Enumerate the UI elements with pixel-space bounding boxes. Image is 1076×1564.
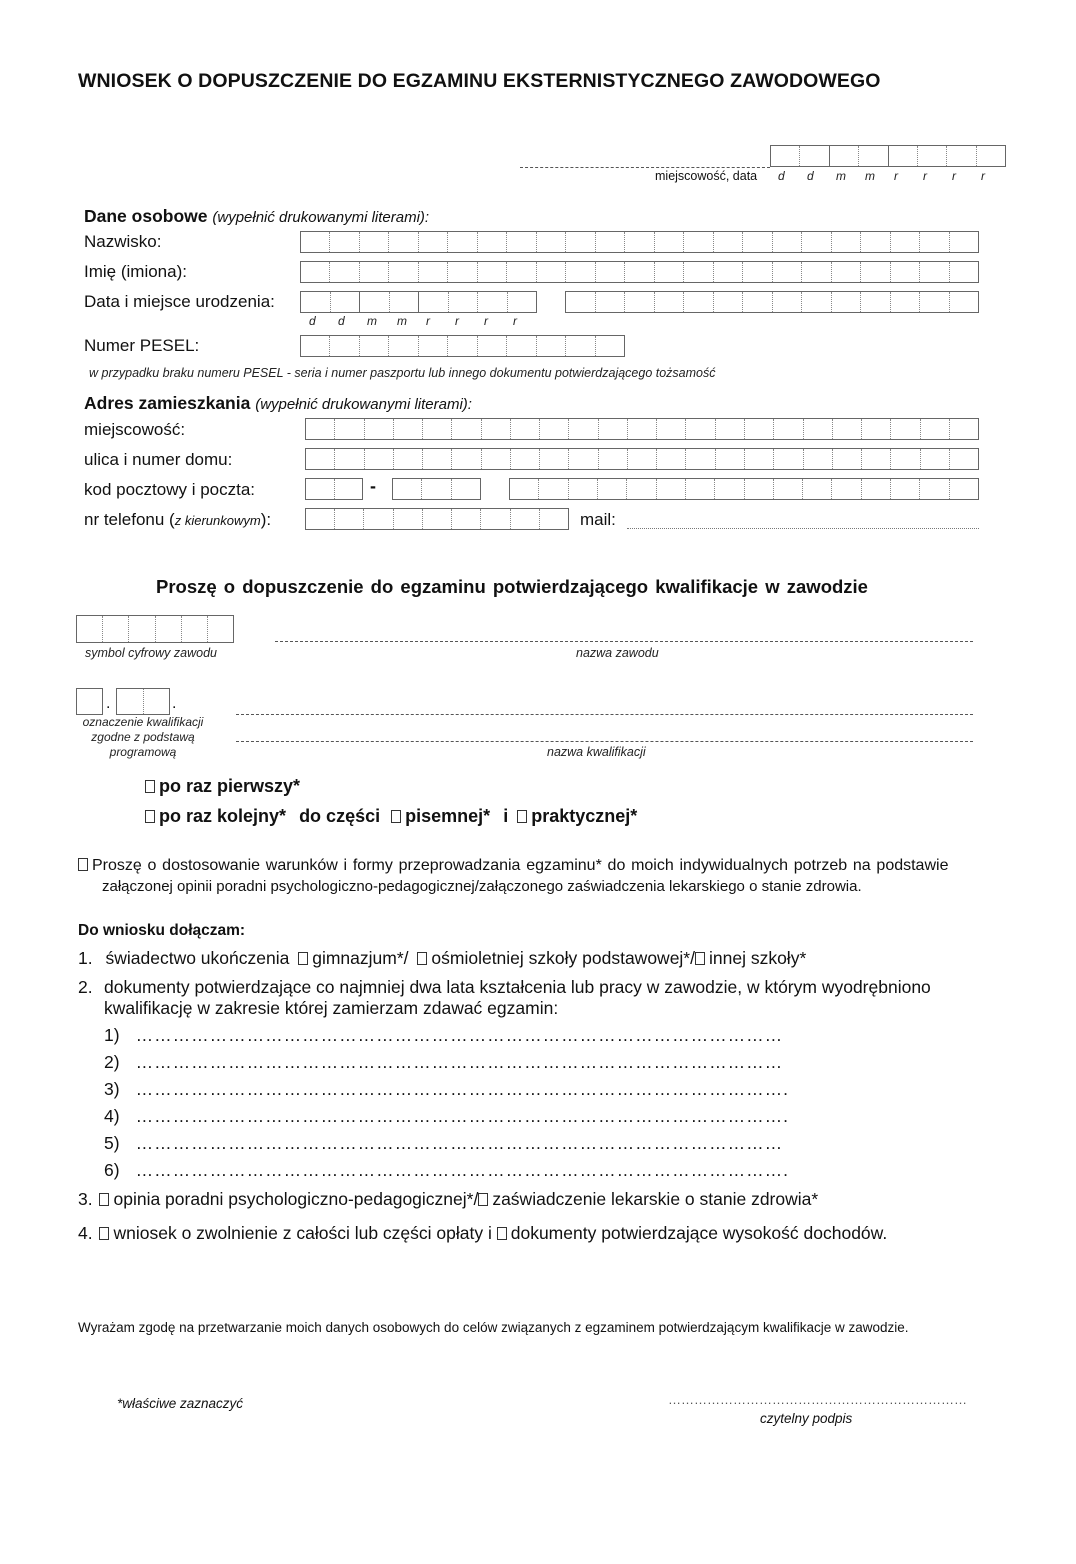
- city-label: miejscowość:: [84, 420, 186, 439]
- signature-line[interactable]: ……………………………………………………………: [668, 1392, 967, 1407]
- sub-item-line[interactable]: …………………………………………………………………………………………….: [135, 1079, 789, 1099]
- consent-text: Wyrażam zgodę na przetwarzanie moich danych osobowych do celów związanych z egzaminem potwierdzającym kwalifikacje w zawodzie.: [78, 1320, 909, 1335]
- birth-letter: m: [367, 314, 377, 328]
- attachments-heading: Do wniosku dołączam:: [78, 922, 246, 939]
- surname-cells[interactable]: [300, 231, 979, 253]
- qualification-name-line[interactable]: [236, 741, 973, 742]
- personal-heading: Dane osobowe (wypełnić drukowanymi literami):: [84, 206, 430, 226]
- sub-item: 2) ……………………………………………………………………………………………: [104, 1052, 784, 1072]
- date-letter: r: [894, 169, 898, 183]
- date-letter: d: [778, 169, 785, 183]
- date-letter: d: [807, 169, 814, 183]
- pesel-cells[interactable]: [300, 335, 625, 357]
- date-letter: m: [865, 169, 875, 183]
- sub-item-line[interactable]: ……………………………………………………………………………………………: [135, 1133, 784, 1153]
- address-heading: Adres zamieszkania (wypełnić drukowanymi literami):: [84, 393, 472, 413]
- qualification-code-part1[interactable]: [76, 688, 103, 715]
- qualification-name-label: nazwa kwalifikacji: [547, 745, 646, 759]
- birth-letter: r: [455, 314, 459, 328]
- phone-cells[interactable]: [305, 508, 569, 530]
- profession-name-label: nazwa zawodu: [576, 646, 659, 660]
- first-time-option[interactable]: po raz pierwszy*: [145, 776, 300, 797]
- date-letter: m: [836, 169, 846, 183]
- adaptation-line2: załączonej opinii poradni psychologiczno-pedagogicznej/załączonego zaświadczenia lekarskiego o stanie zdrowia.: [102, 878, 862, 895]
- post-office-cells[interactable]: [509, 478, 979, 500]
- date-letter: r: [981, 169, 985, 183]
- attachment-item-2-line2: kwalifikację w zakresie której zamierzam zdawać egzamin:: [104, 998, 559, 1018]
- attachment-item-2-line1: dokumenty potwierdzające co najmniej dwa lata kształcenia lub pracy w zawodzie, w którym wyodrębniono: [104, 977, 931, 997]
- mail-line[interactable]: [627, 528, 979, 529]
- opinion-checkbox[interactable]: [99, 1193, 109, 1206]
- birth-label: Data i miejsce urodzenia:: [84, 292, 275, 311]
- qualification-dot: .: [172, 695, 177, 712]
- signature-label: czytelny podpis: [760, 1411, 853, 1426]
- attachment-item-4: 4. wniosek o zwolnienie z całości lub części opłaty i dokumenty potwierdzające wysokość dochodów.: [78, 1223, 888, 1243]
- fee-exemption-checkbox[interactable]: [99, 1227, 109, 1240]
- place-date-label: miejscowość, data: [655, 169, 758, 183]
- medical-certificate-checkbox[interactable]: [478, 1193, 488, 1206]
- footnote: *właściwe zaznaczyć: [117, 1396, 244, 1411]
- other-school-checkbox[interactable]: [695, 952, 705, 965]
- first-time-checkbox[interactable]: [145, 780, 155, 793]
- qualification-dot: .: [106, 695, 111, 712]
- birth-letter: d: [309, 314, 316, 328]
- sub-item-line[interactable]: …………………………………………………………………………………………….: [135, 1106, 789, 1126]
- sub-item-line[interactable]: ……………………………………………………………………………………………: [135, 1025, 784, 1045]
- postal-code-part1[interactable]: [305, 478, 363, 500]
- sub-item: 4) …………………………………………………………………………………………….: [104, 1106, 789, 1126]
- phone-label: nr telefonu (z kierunkowym):: [84, 510, 272, 529]
- first-names-label: Imię (imiona):: [84, 262, 187, 281]
- request-heading: Proszę o dopuszczenie do egzaminu potwierdzającego kwalifikacje w zawodzie: [156, 576, 868, 597]
- written-checkbox[interactable]: [391, 810, 401, 823]
- profession-symbol-cells[interactable]: [76, 615, 234, 643]
- street-cells[interactable]: [305, 448, 979, 470]
- pesel-label: Numer PESEL:: [84, 336, 200, 355]
- first-names-cells[interactable]: [300, 261, 979, 283]
- attachment-item-3: 3. opinia poradni psychologiczno-pedagogicznej*/ zaświadczenie lekarskie o stanie zdrowia*: [78, 1189, 819, 1209]
- birth-letter: d: [338, 314, 345, 328]
- primary-school-checkbox[interactable]: [417, 952, 427, 965]
- qualification-code-part2[interactable]: [116, 688, 170, 715]
- birth-letter: r: [426, 314, 430, 328]
- place-line[interactable]: [520, 167, 770, 168]
- postal-code-part2[interactable]: [392, 478, 481, 500]
- adaptation-option[interactable]: Proszę o dostosowanie warunków i formy przeprowadzania egzaminu* do moich indywidualnych potrzeb na podstawie: [78, 857, 948, 875]
- sub-item-line[interactable]: …………………………………………………………………………………………….: [135, 1160, 789, 1180]
- mail-label: mail:: [580, 510, 616, 529]
- pesel-note: w przypadku braku numeru PESEL - seria i numer paszportu lub innego dokumentu potwierdzającego tożsamość: [89, 366, 716, 380]
- income-documents-checkbox[interactable]: [497, 1227, 507, 1240]
- birth-letter: r: [484, 314, 488, 328]
- date-letter: r: [923, 169, 927, 183]
- qualification-name-line[interactable]: [236, 714, 973, 715]
- gymnasium-checkbox[interactable]: [298, 952, 308, 965]
- sub-item: 3) …………………………………………………………………………………………….: [104, 1079, 789, 1099]
- birth-place-cells[interactable]: [565, 291, 979, 313]
- attachment-item-1: 1. świadectwo ukończenia gimnazjum*/ ośmioletniej szkoły podstawowej*/ innej szkoły*: [78, 948, 807, 968]
- postal-label: kod pocztowy i poczta:: [84, 480, 256, 499]
- postal-dash: -: [370, 476, 376, 496]
- next-time-checkbox[interactable]: [145, 810, 155, 823]
- street-label: ulica i numer domu:: [84, 450, 233, 469]
- city-cells[interactable]: [305, 418, 979, 440]
- sub-item: 5) ……………………………………………………………………………………………: [104, 1133, 784, 1153]
- sub-item: 6) …………………………………………………………………………………………….: [104, 1160, 789, 1180]
- birth-date-cells[interactable]: [300, 291, 537, 313]
- adaptation-checkbox[interactable]: [78, 858, 88, 871]
- practical-checkbox[interactable]: [517, 810, 527, 823]
- birth-letter: m: [397, 314, 407, 328]
- profession-symbol-label: symbol cyfrowy zawodu: [85, 646, 217, 660]
- attachment-item-2-num: 2.: [78, 977, 93, 997]
- sub-item: 1) ……………………………………………………………………………………………: [104, 1025, 784, 1045]
- profession-name-line[interactable]: [275, 641, 973, 642]
- next-time-option[interactable]: po raz kolejny* do części pisemnej* i praktycznej*: [145, 806, 637, 827]
- form-title: WNIOSEK O DOPUSZCZENIE DO EGZAMINU EKSTERNISTYCZNEGO ZAWODOWEGO: [78, 70, 881, 92]
- qualification-code-label: oznaczenie kwalifikacji zgodne z podstawą programową: [82, 715, 204, 759]
- date-cells[interactable]: [770, 145, 1006, 167]
- surname-label: Nazwisko:: [84, 232, 162, 251]
- sub-item-line[interactable]: ……………………………………………………………………………………………: [135, 1052, 784, 1072]
- date-letter: r: [952, 169, 956, 183]
- birth-letter: r: [513, 314, 517, 328]
